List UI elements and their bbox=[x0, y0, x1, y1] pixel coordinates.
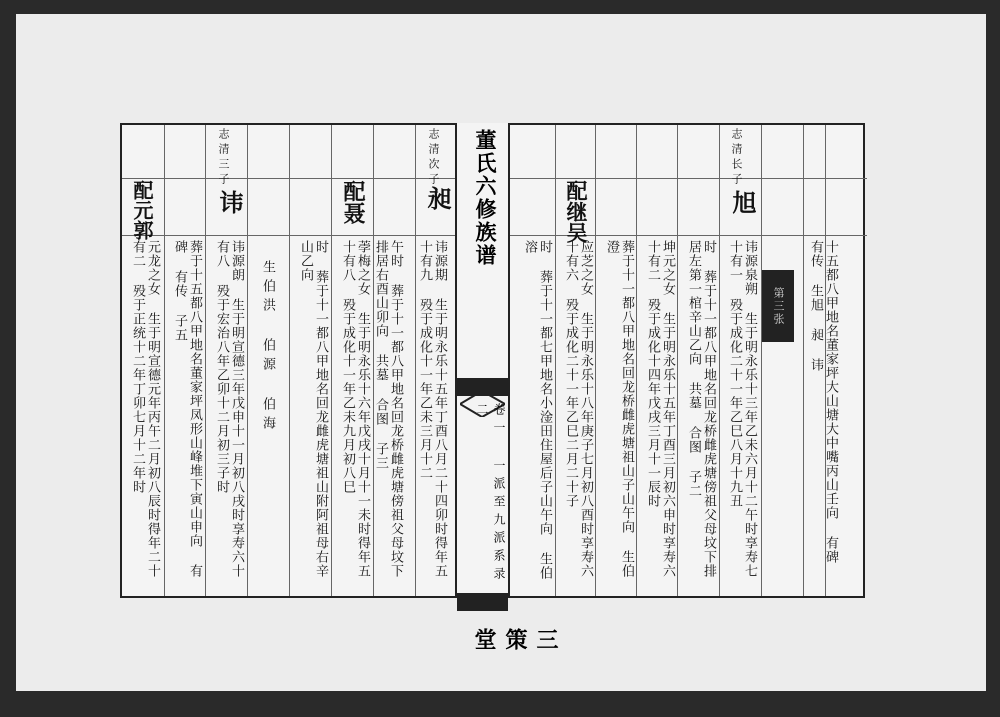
column-divider bbox=[719, 125, 720, 596]
page-stamp: 第三张 bbox=[762, 270, 794, 342]
column-divider bbox=[595, 125, 596, 596]
spouse-name: 配元郭 bbox=[130, 180, 154, 240]
person-name: 讳 bbox=[215, 190, 244, 214]
biography-column: 讳源泉朔 生于明永乐十三年乙未六月十二午时享寿七十有一 殁于成化二十一年乙巳八月十九丑 bbox=[727, 240, 757, 578]
biography-column: 时 葬于十一都八甲地名回龙雌虎塘祖山附阿祖母右辛山乙向 bbox=[298, 240, 328, 578]
person-name: 昶 bbox=[423, 186, 452, 210]
children-column: 生伯洪 伯源 伯海 bbox=[260, 260, 275, 435]
column-divider bbox=[803, 125, 804, 596]
column-divider bbox=[247, 125, 248, 596]
spine-band bbox=[457, 593, 508, 611]
biography-column: 午时 葬于十一都八甲地名回龙桥雌虎塘傍祖父母坟下排居右酉山卯向 共墓 合图 子三 bbox=[373, 240, 403, 578]
volume-label: 卷一 一派至九派系录 二 bbox=[475, 403, 506, 585]
biography-column: 坤元之女 生于明永乐十五年丁酉三月初六申时享寿六十有二 殁于成化十四年戊戌三月十一辰时 bbox=[645, 240, 675, 578]
column-divider bbox=[205, 125, 206, 596]
biography-column: 时 葬于十一都七甲地名小淦田住屋后子山午向 生伯溶 bbox=[522, 240, 552, 580]
person-name: 旭 bbox=[728, 190, 757, 214]
spouse-name: 配继吴 bbox=[564, 180, 589, 243]
column-divider bbox=[164, 125, 165, 596]
column-divider bbox=[289, 125, 290, 596]
column-header: 志清次子 bbox=[427, 128, 440, 188]
biography-column: 讳源期 生于明永乐十五年丁酉八月二十四卯时得年五十有九 殁于成化十一年乙未三月十二 bbox=[417, 240, 447, 578]
column-header: 志清长子 bbox=[730, 128, 743, 188]
column-divider bbox=[677, 125, 678, 596]
column-divider bbox=[761, 125, 762, 596]
biography-column: 讳源朗 生于明宣德三年戊申十一月初八戌时享寿六十有八 殁于宏治八年乙卯十二月初三子时 bbox=[214, 240, 244, 578]
hall-name: 三策堂 bbox=[471, 628, 559, 660]
column-divider bbox=[415, 125, 416, 596]
biography-column: 葬于十五都八甲地名董家坪凤形山峰堆下寅山申向 有碑 有传 子五 bbox=[172, 240, 202, 578]
spouse-name: 配聂 bbox=[340, 180, 366, 224]
column-divider bbox=[331, 125, 332, 596]
column-divider bbox=[636, 125, 637, 596]
column-divider bbox=[555, 125, 556, 596]
column-header: 志清三子 bbox=[217, 128, 230, 188]
biography-column: 荸梅之女 生于明永乐十六年戊戌十月十一未时得年五十有八 殁于成化十一年乙未九月初八巳 bbox=[340, 240, 370, 578]
biography-column: 时 葬于十一都八甲地名回龙桥雌虎塘傍祖父母坟下排居左第一棺辛山乙向 共墓 合图 子二 bbox=[686, 240, 716, 578]
biography-column: 元龙之女 生于明宣德元年丙午二月初八辰时得年二十有二 殁于正统十二年丁卯七月十二年时 bbox=[130, 240, 160, 578]
biography-column: 应芝之女 生于明永乐十八年庚子七月初八酉时享寿六十有六 殁于成化二十一年乙巳二月二十子 bbox=[563, 240, 593, 578]
biography-column: 葬于十一都八甲地名回龙桥雌虎塘祖山子山午向 生伯澄 bbox=[604, 240, 634, 578]
biography-column: 十五都八甲地名董家坪大山塘大中嘴丙山壬向 有碑 有传 生旭 昶 讳 bbox=[808, 240, 838, 564]
book-title: 董氏六修族谱 bbox=[473, 129, 498, 267]
